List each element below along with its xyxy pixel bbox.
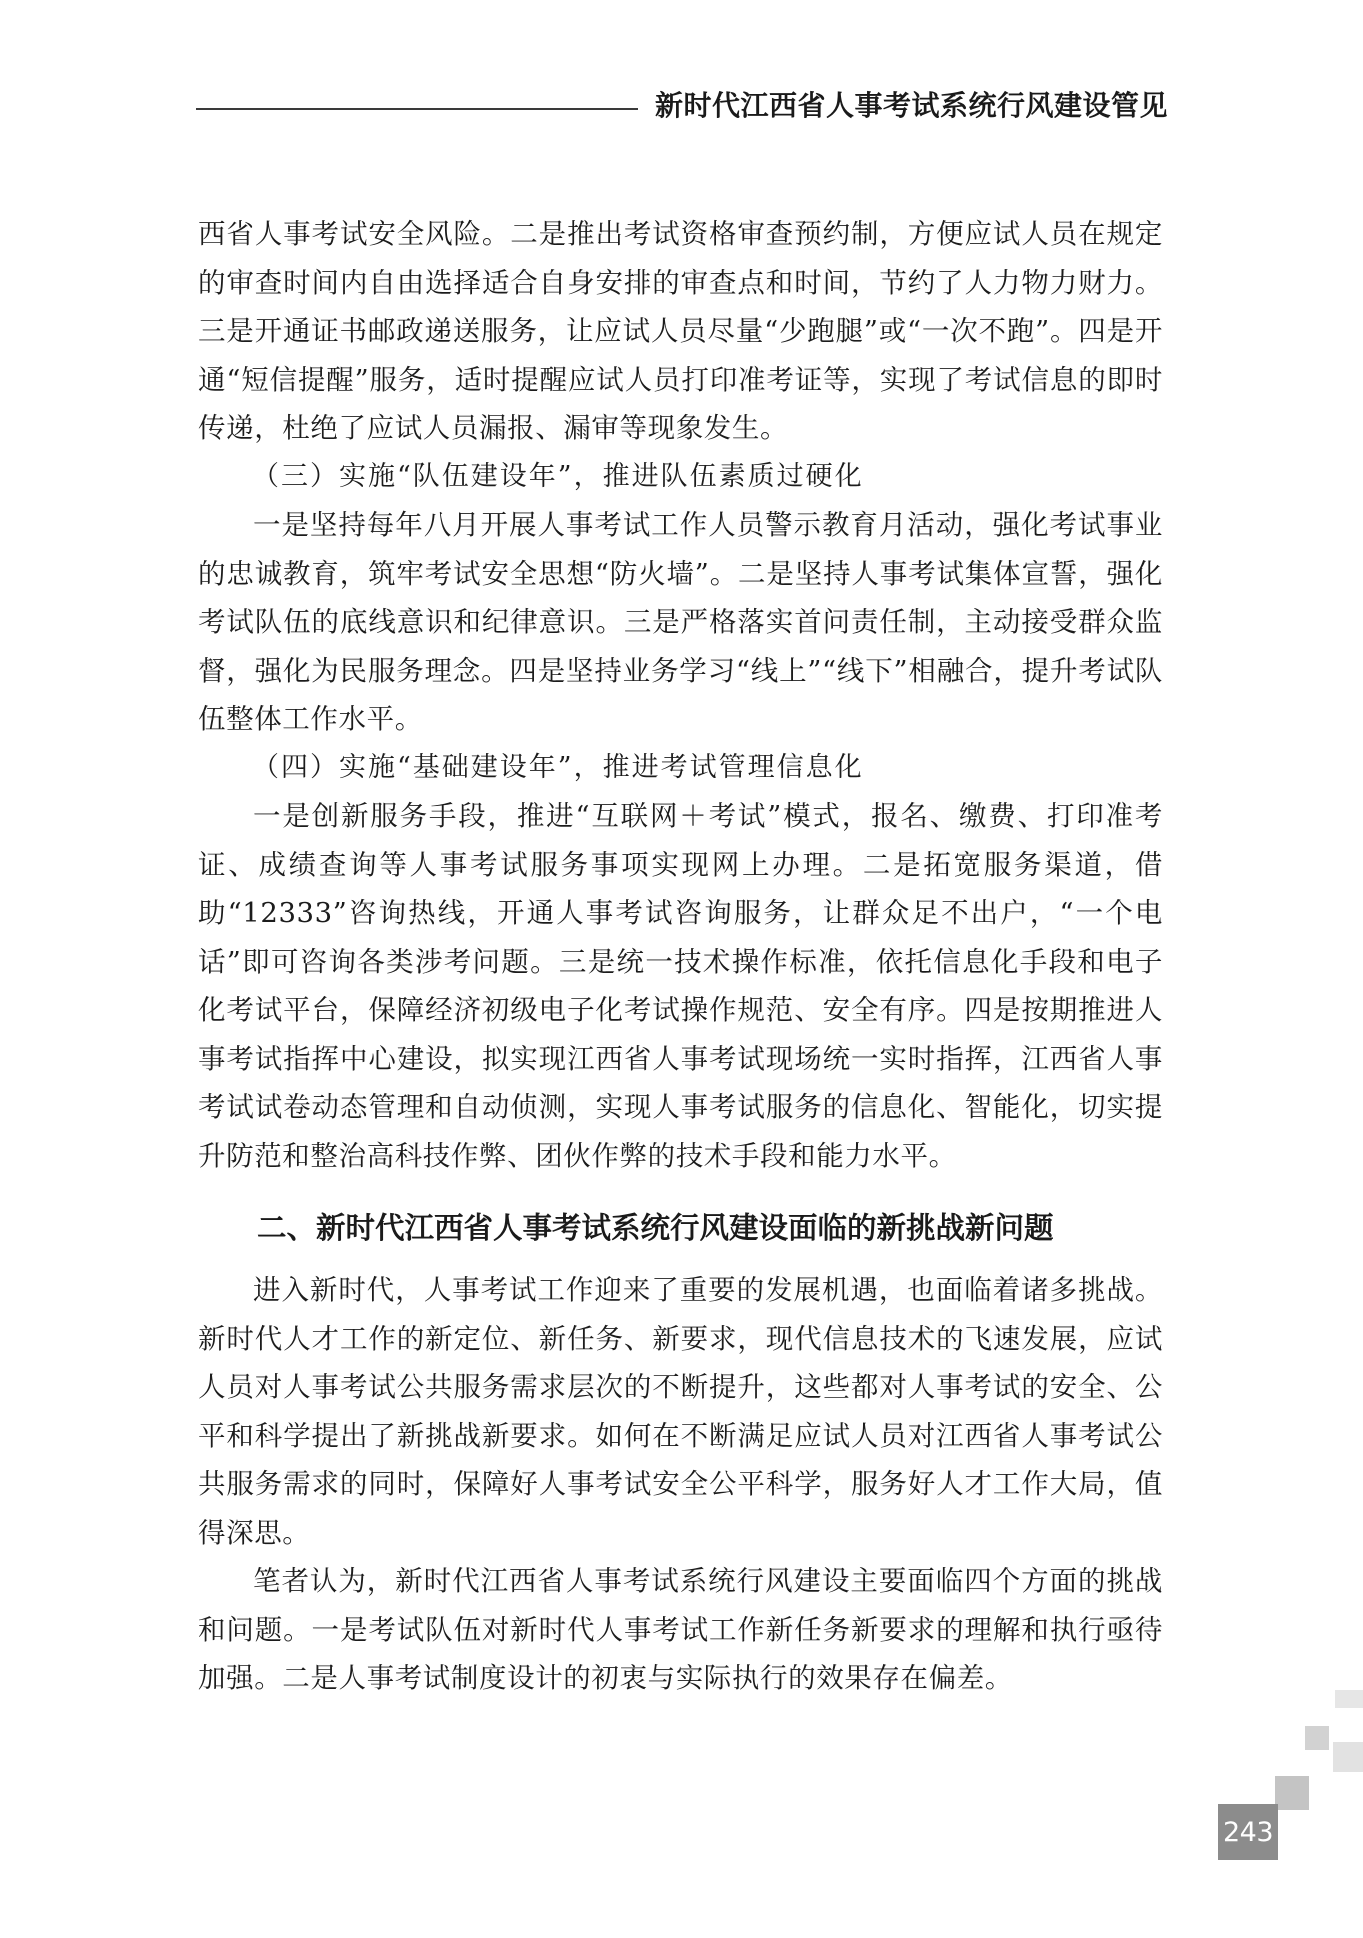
decorative-square [1275, 1776, 1309, 1810]
header-rule [196, 108, 638, 110]
section-two-heading: 二、新时代江西省人事考试系统行风建设面临的新挑战新问题 [257, 1211, 1054, 1245]
paragraph-new-era: 进入新时代，人事考试工作迎来了重要的发展机遇，也面临着诸多挑战。新时代人才工作的新定位、新任务、新要求，现代信息技术的飞速发展，应试人员对人事考试公共服务需求层次的不断提升，这些都对人事考试的安全、公平和科学提出了新挑战新要求。如何在不断满足应试人员对江西省人事考试公共服务需求的同时，保障好人事考试安全公平科学，服务好人才工作大局，值得深思。 [198, 1274, 1163, 1549]
decorative-squares [1233, 1690, 1363, 1820]
page-number: 243 [1222, 1816, 1274, 1848]
subheading-three: （三）实施“队伍建设年”，推进队伍素质过硬化 [252, 460, 864, 492]
paragraph-author-view: 笔者认为，新时代江西省人事考试系统行风建设主要面临四个方面的挑战和问题。一是考试队伍对新时代人事考试工作新任务新要求的理解和执行亟待加强。二是人事考试制度设计的初衷与实际执行的效果存在偏差。 [198, 1565, 1163, 1694]
decorative-square [1335, 1690, 1363, 1708]
page-number-badge [1218, 1804, 1278, 1860]
article-body [198, 210, 1163, 1703]
paragraph-infrastructure: 一是创新服务手段，推进“互联网＋考试”模式，报名、缴费、打印准考证、成绩查询等人事考试服务事项实现网上办理。二是拓宽服务渠道，借助“12333”咨询热线，开通人事考试咨询服务，让群众足不出户，“一个电话”即可咨询各类涉考问题。三是统一技术操作标准，依托信息化手段和电子化考试平台，保障经济初级电子化考试操作规范、安全有序。四是按期推进人事考试指挥中心建设，拟实现江西省人事考试现场统一实时指挥，江西省人事考试试卷动态管理和自动侦测，实现人事考试服务的信息化、智能化，切实提升防范和整治高科技作弊、团伙作弊的技术手段和能力水平。 [198, 800, 1163, 1172]
paragraph-team-building: 一是坚持每年八月开展人事考试工作人员警示教育月活动，强化考试事业的忠诚教育，筑牢考试安全思想“防火墙”。二是坚持人事考试集体宣誓，强化考试队伍的底线意识和纪律意识。三是严格落实首问责任制，主动接受群众监督，强化为民服务理念。四是坚持业务学习“线上”“线下”相融合，提升考试队伍整体工作水平。 [198, 509, 1163, 735]
subheading-four: （四）实施“基础建设年”，推进考试管理信息化 [252, 751, 864, 783]
paragraph-continued: 西省人事考试安全风险。二是推出考试资格审查预约制，方便应试人员在规定的审查时间内自由选择适合自身安排的审查点和时间，节约了人力物力财力。三是开通证书邮政递送服务，让应试人员尽量“少跑腿”或“一次不跑”。四是开通“短信提醒”服务，适时提醒应试人员打印准考证等，实现了考试信息的即时传递，杜绝了应试人员漏报、漏审等现象发生。 [198, 218, 1163, 444]
decorative-square [1305, 1726, 1329, 1750]
running-title: 新时代江西省人事考试系统行风建设管见 [655, 89, 1169, 122]
decorative-square [1333, 1742, 1363, 1772]
